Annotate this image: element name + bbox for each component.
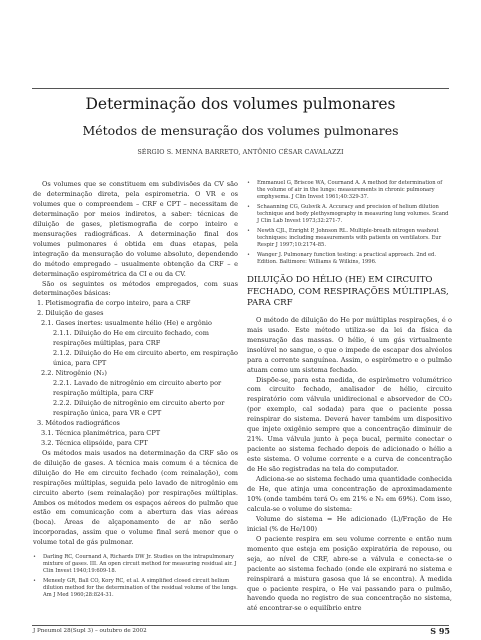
reference-text: Newth CJL, Enright P, Johnson RL. Multiple-breath nitrogen washout techniques: including measurements with patients on ventilators. Eur Respir J 1997;10:2174-85. xyxy=(257,228,442,248)
bottom-rule xyxy=(32,625,449,626)
paragraph: Os métodos mais usados na determinação da CRF são os de diluição de gases. A técnica mais comum é a técnica de diluição do He em circuito fechado (com reinalação), com respirações múltiplas, seguida pelo lavado de nitrogênio em circuito aberto (sem reinalação) por respirações múltiplas. Ambos os métodos medem os espaços aéreos do pulmão que estão em comunicação com a abertura das vias aéreas (boca). Áreas de alçaponamento de ar não serão incorporadas, assim que o volume final será menor que o volume total de gás pulmonar. xyxy=(33,448,238,547)
list-item: 2. Diluição de gases xyxy=(37,309,104,318)
list-item: 1. Pletismografia de corpo inteiro, para a CRF xyxy=(37,299,191,308)
reference-item xyxy=(247,228,452,249)
reference-item xyxy=(247,204,452,225)
list-item: 2.2.2. Diluição de nitrogênio em circuito aberto por respiração única, para VR e CPT xyxy=(53,398,225,417)
bullet-icon: • xyxy=(247,252,250,258)
article-title: Determinação dos volumes pulmonares xyxy=(85,95,396,113)
reference-text: Meneely GR, Ball CO, Kory RC, et al. A simplified closed circuit helium dilution method for the determination of the residual volume of the lungs. Am J Med 1960;28:824-31. xyxy=(43,578,238,599)
list-item: 2.2. Nitrogênio (N₂) xyxy=(41,369,107,378)
formula-paragraph: Volume do sistema = He adicionado (L)/Fração de He inicial (% de He/100) xyxy=(247,514,452,533)
article-authors: SÉRGIO S. MENNA BARRETO, ANTÔNIO CÉSAR CAVALAZZI xyxy=(137,148,344,156)
paragraph: Os volumes que se constituem em subdivisões da CV são de determinação direta, pela espirometria. O VR e os volumes que o compreendem – CRF e CPT – necessitam de determinação por meios indiretos, a saber: técnicas de diluição de gases, pletismografia de corpo inteiro e mensurações radiográficas. A determinação final dos volumes pulmonares é obtida em duas etapas, pela integração da mensuração do volume absoluto, dependendo do método empregado – usualmente obtenção da CRF – e determinação espirométrica da CI e ou da CV. xyxy=(33,180,238,278)
reference-item xyxy=(33,554,238,575)
paragraph: Dispõe-se, para esta medida, de espirômetro volumétrico com circuito fechado, analisador de hélio, circuito respiratório com válvula unidirecional e absorvedor de CO₂ (por exemplo, cal sodada) para que o paciente possa reinspirar do sistema. Deverá haver também um dispositivo que injete oxigênio sempre que a concentração diminuir de 21%. Uma válvula junto à peça bucal, permite conectar o paciente ao sistema fechado depois de adicionado o hélio a este sistema. O volume corrente e a curva de concentração de He são registradas na tela do computador. xyxy=(247,375,452,474)
bullet-icon: • xyxy=(33,578,36,585)
paragraph: Adiciona-se ao sistema fechado uma quantidade conhecida de He, que atinja uma concentração de aproximadamente 10% (onde também terá O₂ em 21% e N₂ em 69%). Com isso, calcula-se o volume do sistema: xyxy=(247,475,452,513)
list-item: 2.1.2. Diluição do He em circuito aberto, em respiração única, para CPT xyxy=(53,349,238,368)
methods-list xyxy=(33,299,238,448)
paragraph: O paciente respira em seu volume corrente e então num momento que esteja em posição expiratória de repouso, ou seja, ao nível de CRF, abre-se a válvula e conecta-se o paciente ao sistema fechado (onde ele expirará no sistema e reinspirará a mistura gasosa que lá se encontra). À medida que o paciente respira, o He vai passando para o pulmão, havendo queda no registro de sua concentração no sistema, até encontrar-se o equilíbrio entre xyxy=(247,534,452,613)
right-column xyxy=(247,180,452,614)
top-rule xyxy=(32,88,449,89)
list-item: 3.1. Técnica planimétrica, para CPT xyxy=(41,428,161,437)
bullet-icon: • xyxy=(33,554,36,561)
paragraph: São os seguintes os métodos empregados, com suas determinações básicas: xyxy=(33,279,238,298)
list-item: 3. Métodos radiográficos xyxy=(37,418,120,427)
left-column xyxy=(33,180,238,602)
section-heading: DILUIÇÃO DO HÉLIO (HE) EM CIRCUITO FECHADO, COM RESPIRAÇÕES MÚLTIPLAS, PARA CRF xyxy=(247,275,449,309)
list-item: 2.1. Gases inertes: usualmente hélio (He) e argônio xyxy=(41,319,212,328)
list-item: 3.2. Técnica elipsóide, para CPT xyxy=(41,438,148,447)
reference-text: Darling RC, Cournand A, Richards DW Jr. Studies on the intrapulmonary mixture of gases. III. An open circuit method for measuring residual air. J Clin Invest 1940;19:609-18. xyxy=(43,554,237,575)
reference-text: Schaanning CG, Gulsvik A. Accuracy and precision of helium dilution technique and body plethysmography in measuring lung volumes. Scand J Clin Lab Invest 1973;32:271-7. xyxy=(257,204,449,224)
reference-item xyxy=(33,578,238,599)
paragraph: O método de diluição do He por múltiplas respirações, é o mais usado. Este método utiliza-se da lei da física da mensuração das massas. O hélio, é um gás virtualmente insolúvel no sangue, o que o impede de escapar dos alvéolos para a corrente sanguínea. Assim, o espirômetro e o pulmão atuam como um sistema fechado. xyxy=(247,315,452,374)
bullet-icon: • xyxy=(247,204,250,210)
reference-text: Wanger J. Pulmonary function testing: a practical approach. 2nd ed. Edition. Baltimore: Williams & Wilkins, 1996. xyxy=(257,252,437,265)
article-subtitle: Métodos de mensuração dos volumes pulmonares xyxy=(82,123,399,138)
reference-list xyxy=(33,554,238,599)
bullet-icon: • xyxy=(247,228,250,234)
bullet-icon: • xyxy=(247,180,250,186)
page-number: S 95 xyxy=(430,626,450,636)
reference-list xyxy=(247,180,452,266)
reference-item xyxy=(247,252,452,266)
reference-item xyxy=(247,180,452,201)
reference-text: Emmanuel G, Briscoe WA, Cournand A. A method for determination of the volume of air in the lungs: measurements in chronic pulmonary emphysema. J Clin Invest 1961;40:329-37. xyxy=(257,180,443,200)
list-item: 2.2.1. Lavado de nitrogênio em circuito aberto por respiração múltipla, para CRF xyxy=(53,379,222,398)
list-item: 2.1.1. Diluição do He em circuito fechado, com respirações múltiplas, para CRF xyxy=(53,329,209,348)
journal-citation: J Pneumol 28(Supl 3) – outubro de 2002 xyxy=(33,628,147,634)
